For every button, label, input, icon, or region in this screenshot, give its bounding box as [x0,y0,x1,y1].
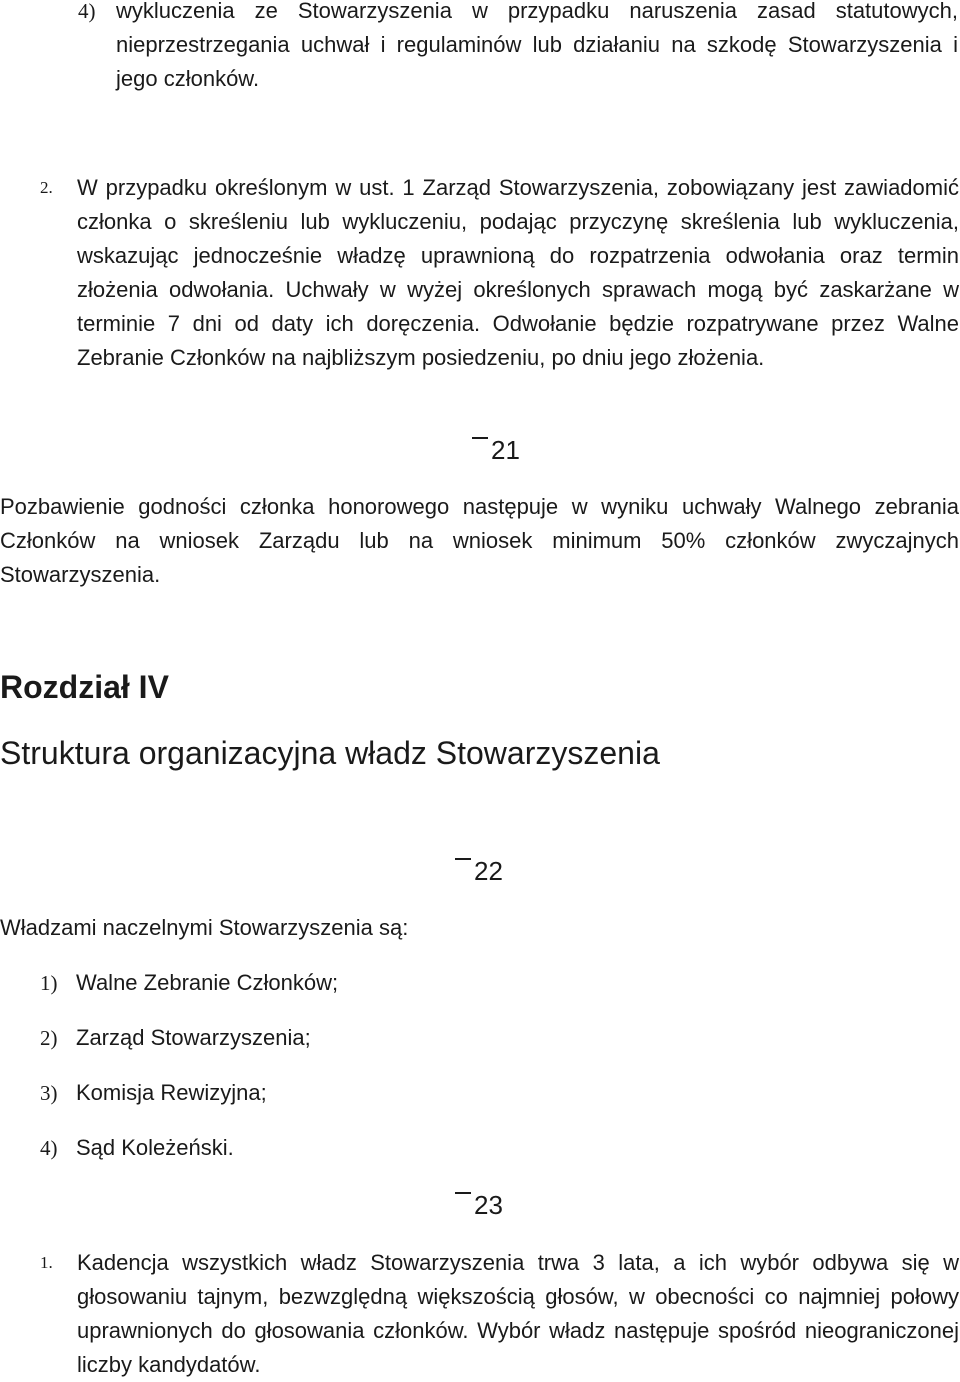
list-number: 2) [40,1026,58,1050]
section-number: 23 [474,1190,503,1220]
section-sign-icon [455,858,471,880]
list-item-text: Zarząd Stowarzyszenia; [76,1025,311,1050]
chapter-title: Rozdział IV [0,669,169,705]
list-item-text: Sąd Koleżeński. [76,1135,234,1160]
paragraph-text: Pozbawienie godności członka honorowego następuje w wyniku uchwały Walnego zebrania Członków na wniosek Zarządu lub na wniosek minimum 50% członków zwyczajnych Stowarzyszenia. [0,494,959,587]
list-intro: Władzami naczelnymi Stowarzyszenia są: [0,915,409,940]
list-item-text: wykluczenia ze Stowarzyszenia w przypadku naruszenia zasad statutowych, nieprzestrzegania uchwał i regulaminów lub działaniu na szkodę Stowarzyszenia i jego członków. [116,0,958,91]
paragraph-number: 2. [40,178,53,197]
section-number: 22 [474,856,503,886]
section-heading [455,854,503,888]
section-heading [472,433,520,467]
section-number: 21 [491,435,520,465]
list-number: 4) [78,0,96,23]
list-number: 4) [40,1136,58,1160]
list-item-text: Walne Zebranie Członków; [76,970,339,995]
paragraph-text: W przypadku określonym w ust. 1 Zarząd Stowarzyszenia, zobowiązany jest zawiadomić członka o skreśleniu lub wykluczeniu, podając przyczynę skreślenia lub wykluczenia, wskazując jednocześnie władzę uprawnioną do rozpatrzenia odwołania oraz termin złożenia odwołania. Uchwały w wyżej określonych sprawach mogą być zaskarżane w terminie 7 dni od daty ich doręczenia. Odwołanie będzie rozpatrywane przez Walne Zebranie Członków na najbliższym posiedzeniu, po dniu jego złożenia. [77,175,959,370]
section-sign-icon [455,1192,471,1214]
list-number: 1) [40,971,58,995]
paragraph-text: Kadencja wszystkich władz Stowarzyszenia trwa 3 lata, a ich wybór odbywa się w głosowaniu tajnym, bezwzględną większością głosów, w obecności co najmniej połowy uprawnionych do głosowania członków. Wybór władz następuje spośród nieograniczonej liczby kandydatów. [77,1250,959,1377]
list-item-text: Komisja Rewizyjna; [76,1080,267,1105]
section-sign-icon [472,437,488,459]
list-number: 3) [40,1081,58,1105]
section-heading [455,1188,503,1222]
chapter-subtitle: Struktura organizacyjna władz Stowarzyszenia [0,735,660,771]
paragraph-number: 1. [40,1253,53,1272]
